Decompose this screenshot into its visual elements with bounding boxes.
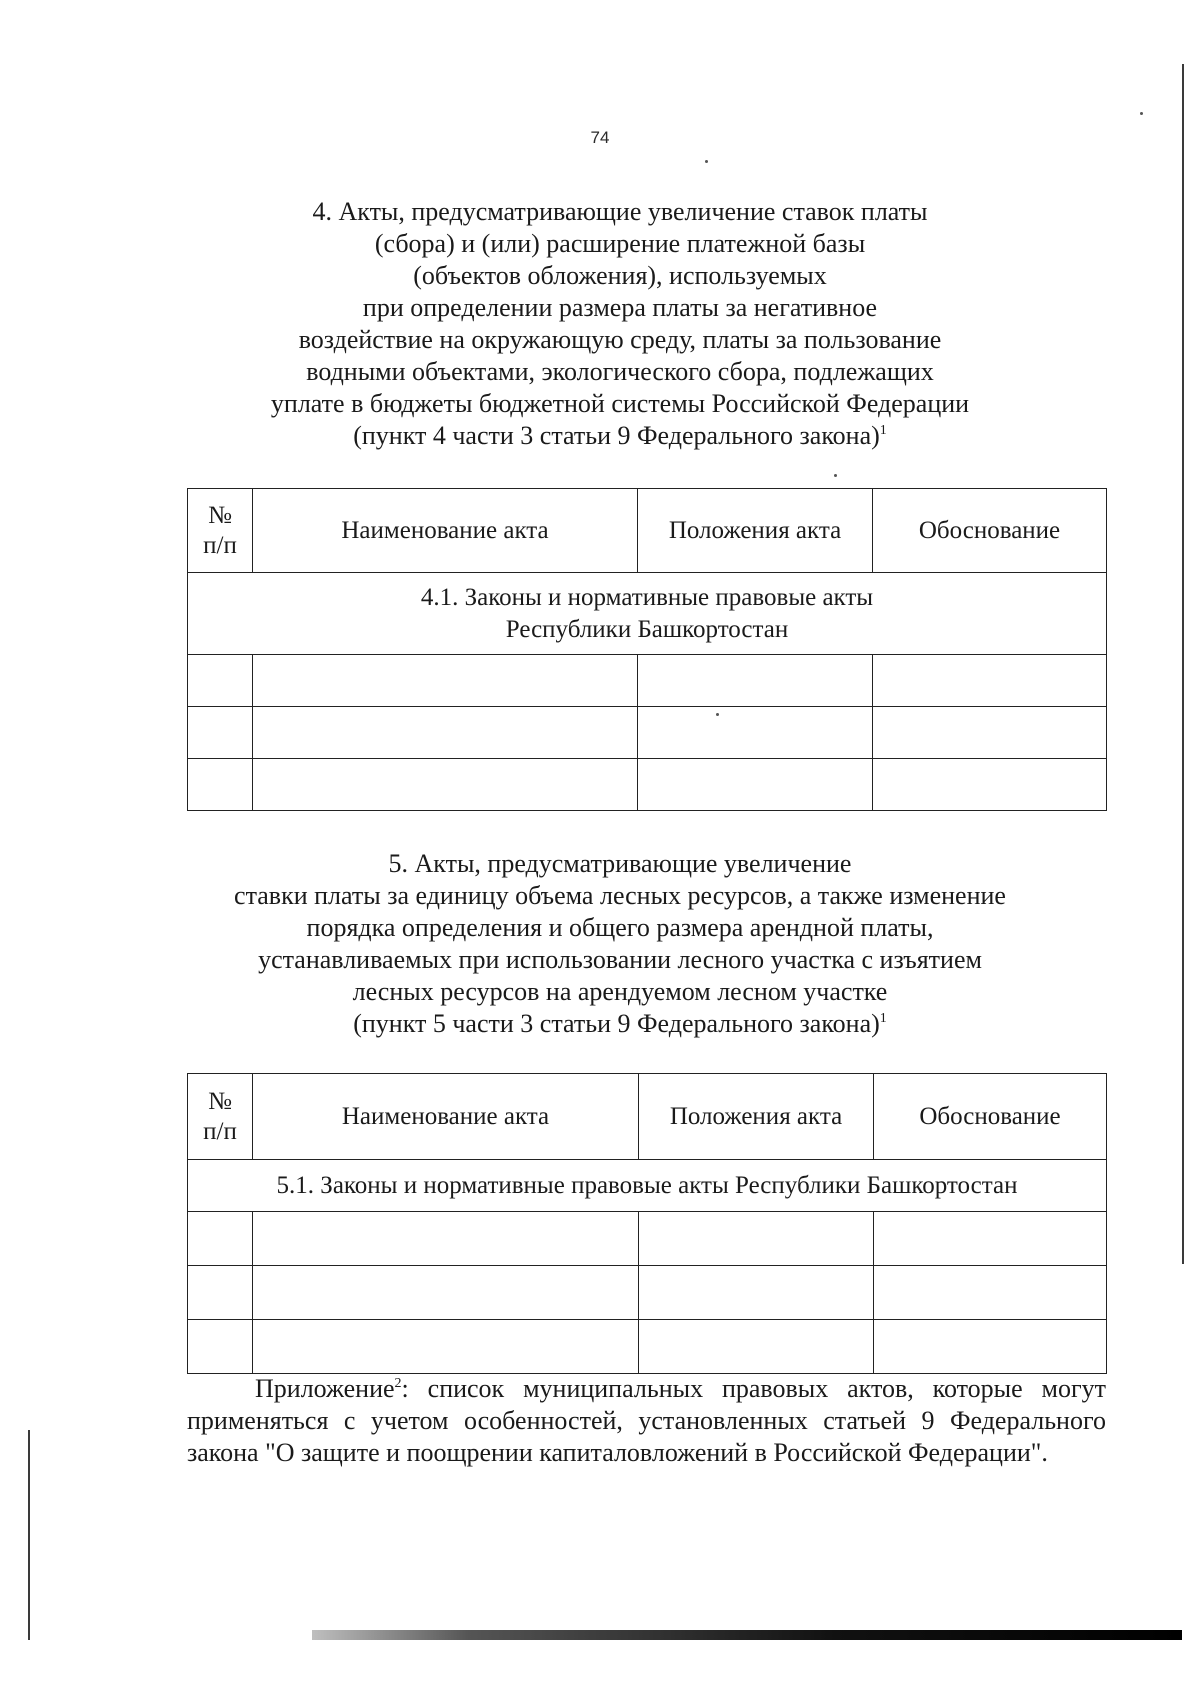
table-row	[188, 655, 1107, 707]
heading-line: при определении размера платы за негативное	[362, 293, 878, 322]
section-5-table	[187, 1073, 1107, 1374]
scan-edge-line	[28, 1430, 30, 1640]
table-row	[188, 707, 1107, 759]
table-cell	[188, 1212, 253, 1266]
table-cell	[873, 759, 1107, 811]
number-abbrev: п/п	[203, 1117, 237, 1145]
table-header-row	[188, 489, 1107, 573]
appendix-text: : список муниципальных правовых актов, которые могут применяться с учетом особенностей, установленных статьей 9 Федерального закона "О защите и поощрении капиталовложений в Российской Федерации".	[187, 1374, 1106, 1467]
heading-line: лесных ресурсов на арендуемом лесном участке	[352, 977, 888, 1006]
appendix-paragraph	[187, 1373, 1106, 1469]
scan-speck	[705, 160, 708, 163]
section-4-heading	[180, 196, 1060, 452]
heading-line-last	[180, 1008, 1060, 1040]
table-cell	[253, 1320, 639, 1374]
appendix-label: Приложение	[255, 1374, 395, 1403]
table-cell	[253, 1212, 639, 1266]
table-section-row	[188, 573, 1107, 655]
heading-line-text: (пункт 5 части 3 статьи 9 Федерального закона)	[353, 1009, 880, 1038]
scan-speck	[834, 474, 837, 477]
heading-line-last	[180, 420, 1060, 452]
table-cell	[874, 1212, 1107, 1266]
table-cell	[188, 707, 253, 759]
scan-bottom-rule	[312, 1630, 1182, 1640]
footnote-mark: 2	[394, 1376, 402, 1391]
heading-line: воздействие на окружающую среду, платы за пользование	[298, 325, 942, 354]
heading-line: порядка определения и общего размера арендной платы,	[306, 913, 934, 942]
column-header-number	[188, 489, 253, 573]
heading-line: (объектов обложения), используемых	[413, 261, 827, 290]
footnote-mark: 1	[879, 423, 887, 438]
heading-line: 4. Акты, предусматривающие увеличение ставок платы	[312, 197, 928, 226]
column-header-act-provisions: Положения акта	[639, 1074, 874, 1160]
table-header-row	[188, 1074, 1107, 1160]
table-cell	[638, 707, 873, 759]
table-row	[188, 1320, 1107, 1374]
number-abbrev: п/п	[203, 531, 237, 559]
table-cell	[874, 1320, 1107, 1374]
heading-line: устанавливаемых при использовании лесного участка с изъятием	[258, 945, 982, 974]
table-cell	[253, 1266, 639, 1320]
heading-line: 5. Акты, предусматривающие увеличение	[388, 849, 852, 878]
table-cell	[253, 655, 638, 707]
scan-speck	[716, 713, 719, 716]
table-cell	[253, 759, 638, 811]
table-cell	[188, 759, 253, 811]
table-cell	[639, 1266, 874, 1320]
heading-line-text: (пункт 4 части 3 статьи 9 Федерального закона)	[353, 421, 880, 450]
scan-edge-line	[1182, 64, 1184, 1264]
page-number: 74	[590, 128, 610, 147]
section-row-cell	[188, 573, 1107, 655]
heading-line: водными объектами, экологического сбора, подлежащих	[306, 357, 934, 386]
heading-line: (сбора) и (или) расширение платежной базы	[374, 229, 866, 258]
column-header-act-provisions: Положения акта	[638, 489, 873, 573]
column-header-justification: Обоснование	[874, 1074, 1107, 1160]
column-header-number	[188, 1074, 253, 1160]
heading-line: уплате в бюджеты бюджетной системы Российской Федерации	[270, 389, 970, 418]
table-cell	[639, 1212, 874, 1266]
table-row	[188, 1266, 1107, 1320]
number-sign: №	[208, 501, 232, 529]
table-cell	[638, 655, 873, 707]
table-cell	[188, 655, 253, 707]
table-cell	[188, 1320, 253, 1374]
column-header-act-name: Наименование акта	[253, 489, 638, 573]
column-header-act-name: Наименование акта	[253, 1074, 639, 1160]
heading-line: ставки платы за единицу объема лесных ресурсов, а также изменение	[234, 881, 1006, 910]
table-cell	[639, 1320, 874, 1374]
section-row-cell: 5.1. Законы и нормативные правовые акты Республики Башкортостан	[188, 1160, 1107, 1212]
table-cell	[253, 707, 638, 759]
table-cell	[638, 759, 873, 811]
section-5-heading	[180, 848, 1060, 1040]
table-section-row	[188, 1160, 1107, 1212]
table-cell	[873, 655, 1107, 707]
table-cell	[873, 707, 1107, 759]
footnote-mark: 1	[879, 1011, 887, 1026]
section-row-line: Республики Башкортостан	[505, 615, 789, 643]
column-header-justification: Обоснование	[873, 489, 1107, 573]
table-cell	[874, 1266, 1107, 1320]
table-cell	[188, 1266, 253, 1320]
table-row	[188, 1212, 1107, 1266]
number-sign: №	[208, 1087, 232, 1115]
scan-speck	[1140, 112, 1143, 115]
section-4-table	[187, 488, 1107, 811]
table-row	[188, 759, 1107, 811]
section-row-line: 4.1. Законы и нормативные правовые акты	[420, 583, 874, 611]
